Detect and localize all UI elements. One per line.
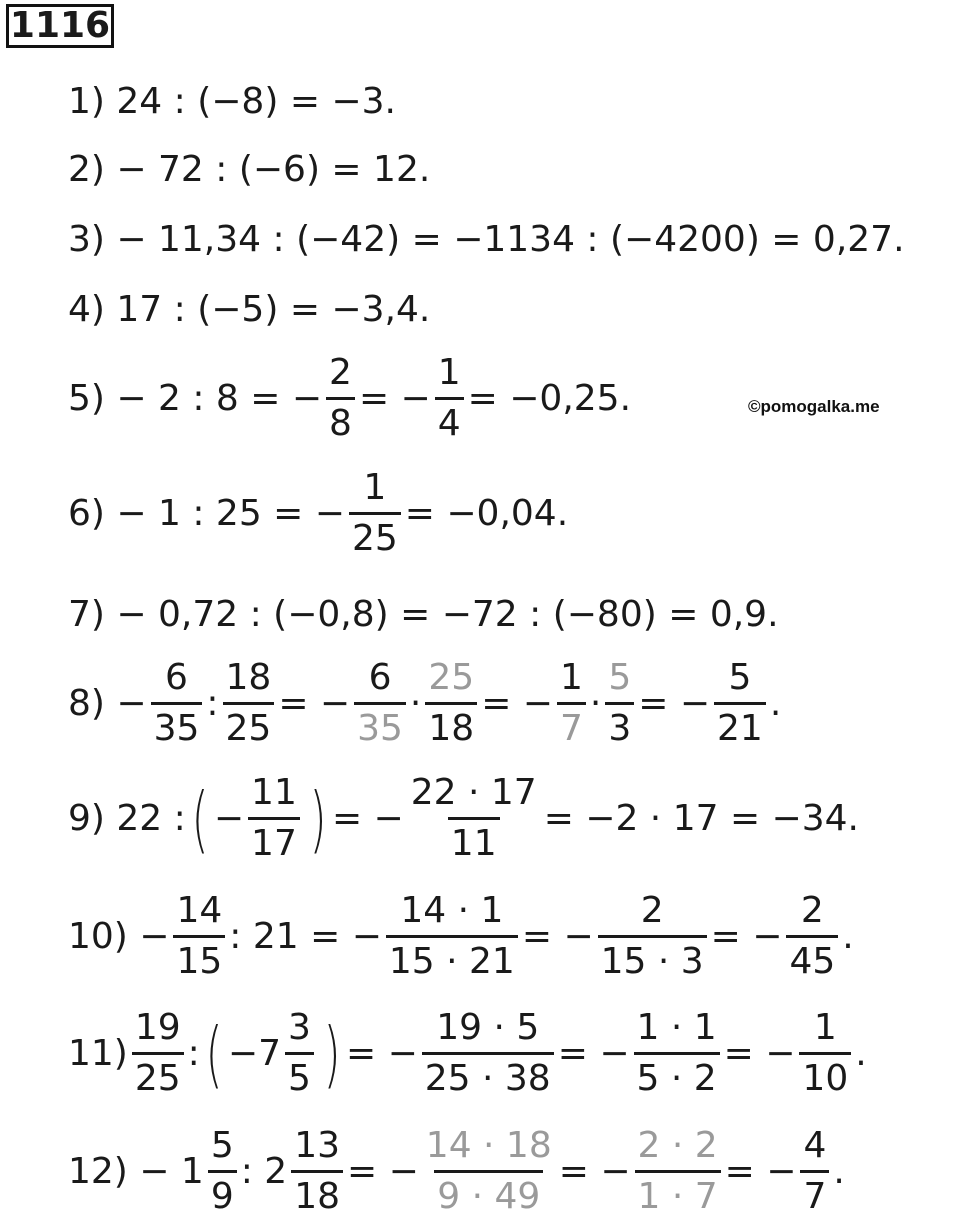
numerator: 2 [329, 352, 352, 393]
line-4-text: 4) 17 : (−5) = −3,4. [68, 289, 431, 330]
fraction [425, 657, 477, 749]
line-12-op: : 2 [240, 1150, 288, 1192]
numerator: 1 [559, 657, 583, 698]
denominator: 9 [208, 1170, 237, 1215]
denominator: 8 [326, 397, 355, 442]
line-3 [68, 219, 905, 260]
line-6 [68, 467, 569, 559]
denominator: 25 · 38 [422, 1052, 554, 1097]
line-12-d: = − [724, 1150, 797, 1192]
minus: − [213, 797, 245, 839]
numerator: 19 · 5 [436, 1007, 540, 1048]
line-11-d: = − [723, 1032, 796, 1074]
line-2 [68, 149, 431, 190]
denominator: 25 [132, 1052, 184, 1097]
numerator: 13 [294, 1125, 341, 1166]
fraction [173, 890, 225, 982]
line-10-c: = − [521, 915, 594, 957]
line-5-a: 5) − 2 : 8 = − [68, 377, 323, 419]
fraction [799, 1007, 851, 1099]
numerator: 1 [813, 1007, 837, 1048]
fraction [786, 890, 838, 982]
right-paren: ) [323, 1011, 341, 1096]
numerator: 22 · 17 [410, 772, 537, 813]
line-9-c: = −2 · 17 = −34. [543, 797, 859, 839]
line-2-text: 2) − 72 : (−6) = 12. [68, 149, 431, 190]
denominator: 5 · 2 [634, 1052, 720, 1097]
fraction [422, 1007, 554, 1099]
numerator: 3 [287, 1007, 311, 1048]
line-8 [68, 657, 782, 749]
left-paren: ( [191, 776, 209, 861]
fraction [132, 1007, 184, 1099]
denominator: 25 [223, 702, 275, 747]
fraction [423, 1125, 555, 1217]
line-1 [68, 81, 396, 122]
line-11-b: = − [345, 1032, 418, 1074]
line-9 [68, 772, 859, 864]
line-12-a: 12) − 1 [68, 1150, 204, 1192]
denominator: 25 [349, 512, 401, 557]
left-paren: ( [205, 1011, 223, 1096]
numerator: 11 [251, 772, 297, 813]
line-6-b: = −0,04. [404, 492, 569, 534]
line-5-b: = − [358, 377, 431, 419]
problem-number: 1116 [6, 4, 114, 48]
line-8-c: = − [481, 682, 553, 724]
denominator: 15 · 3 [598, 935, 707, 980]
line-3-text: 3) − 11,34 : (−42) = −1134 : (−4200) = 0,27. [68, 219, 905, 260]
numerator: 19 [134, 1007, 181, 1048]
numerator: 14 · 18 [425, 1125, 552, 1166]
watermark: ©pomogalka.me [748, 397, 880, 416]
denominator: 7 [557, 702, 586, 747]
numerator: 1 [437, 352, 461, 393]
mixed-whole: −7 [227, 1032, 281, 1074]
denominator: 9 · 49 [434, 1170, 543, 1215]
line-8-a: 8) − [68, 682, 147, 724]
fraction [557, 657, 586, 749]
fraction [634, 1007, 720, 1099]
fraction [248, 772, 300, 864]
line-11-a: 11) [68, 1032, 128, 1074]
line-12 [68, 1125, 845, 1217]
line-10 [68, 890, 854, 982]
fraction [435, 352, 464, 444]
line-9-b: = − [331, 797, 404, 839]
line-10-e: . [842, 915, 854, 957]
fraction [598, 890, 707, 982]
numerator: 5 [608, 657, 632, 698]
division-sign: : [187, 1032, 200, 1074]
denominator: 5 [285, 1052, 314, 1097]
numerator: 25 [428, 657, 475, 698]
line-5-c: = −0,25. [467, 377, 632, 419]
numerator: 1 [363, 467, 387, 508]
line-7-text: 7) − 0,72 : (−0,8) = −72 : (−80) = 0,9. [68, 594, 779, 635]
denominator: 15 [173, 935, 225, 980]
denominator: 18 [291, 1170, 343, 1215]
numerator: 14 [176, 890, 223, 931]
line-1-text: 1) 24 : (−8) = −3. [68, 81, 396, 122]
denominator: 7 [800, 1170, 829, 1215]
fraction [408, 772, 540, 864]
denominator: 4 [435, 397, 464, 442]
numerator: 18 [225, 657, 272, 698]
numerator: 2 [800, 890, 824, 931]
numerator: 6 [165, 657, 188, 698]
fraction [291, 1125, 343, 1217]
denominator: 18 [425, 702, 477, 747]
denominator: 11 [448, 817, 500, 862]
fraction [800, 1125, 829, 1217]
right-paren: ) [309, 776, 327, 861]
denominator: 17 [248, 817, 300, 862]
line-11 [68, 1007, 867, 1099]
fraction [326, 352, 355, 444]
numerator: 5 [210, 1125, 234, 1166]
fraction [208, 1125, 237, 1217]
multiply-dot: · [589, 682, 602, 724]
line-8-b: = − [278, 682, 351, 724]
numerator: 5 [728, 657, 752, 698]
line-4 [68, 289, 431, 330]
line-12-b: = − [347, 1150, 419, 1192]
line-5 [68, 352, 632, 444]
numerator: 14 · 1 [400, 890, 504, 931]
fraction [349, 467, 401, 559]
denominator: 15 · 21 [386, 935, 518, 980]
fraction [354, 657, 406, 749]
line-6-a: 6) − 1 : 25 = − [68, 492, 345, 534]
line-11-c: = − [557, 1032, 630, 1074]
denominator: 21 [714, 702, 766, 747]
line-12-c: = − [558, 1150, 631, 1192]
numerator: 2 [640, 890, 664, 931]
fraction [285, 1007, 314, 1099]
denominator: 10 [799, 1052, 851, 1097]
multiply-dot: · [409, 682, 422, 724]
numerator: 6 [368, 657, 392, 698]
line-7 [68, 594, 779, 635]
line-12-e: . [833, 1150, 845, 1192]
line-11-e: . [855, 1032, 867, 1074]
fraction [714, 657, 766, 749]
denominator: 1 · 7 [635, 1170, 721, 1215]
denominator: 3 [605, 702, 634, 747]
fraction [151, 657, 203, 749]
fraction [223, 657, 275, 749]
denominator: 45 [786, 935, 838, 980]
line-10-a: 10) − [68, 915, 170, 957]
fraction [635, 1125, 721, 1217]
line-10-d: = − [710, 915, 783, 957]
numerator: 4 [803, 1125, 827, 1166]
division-sign: : [206, 682, 219, 724]
numerator: 1 · 1 [636, 1007, 717, 1048]
denominator: 35 [151, 702, 203, 747]
line-10-b: : 21 = − [229, 915, 382, 957]
numerator: 2 · 2 [637, 1125, 718, 1166]
fraction [386, 890, 518, 982]
line-8-d: = − [638, 682, 711, 724]
fraction [605, 657, 634, 749]
line-8-e: . [769, 682, 782, 724]
line-9-a: 9) 22 : [68, 797, 186, 839]
denominator: 35 [354, 702, 406, 747]
